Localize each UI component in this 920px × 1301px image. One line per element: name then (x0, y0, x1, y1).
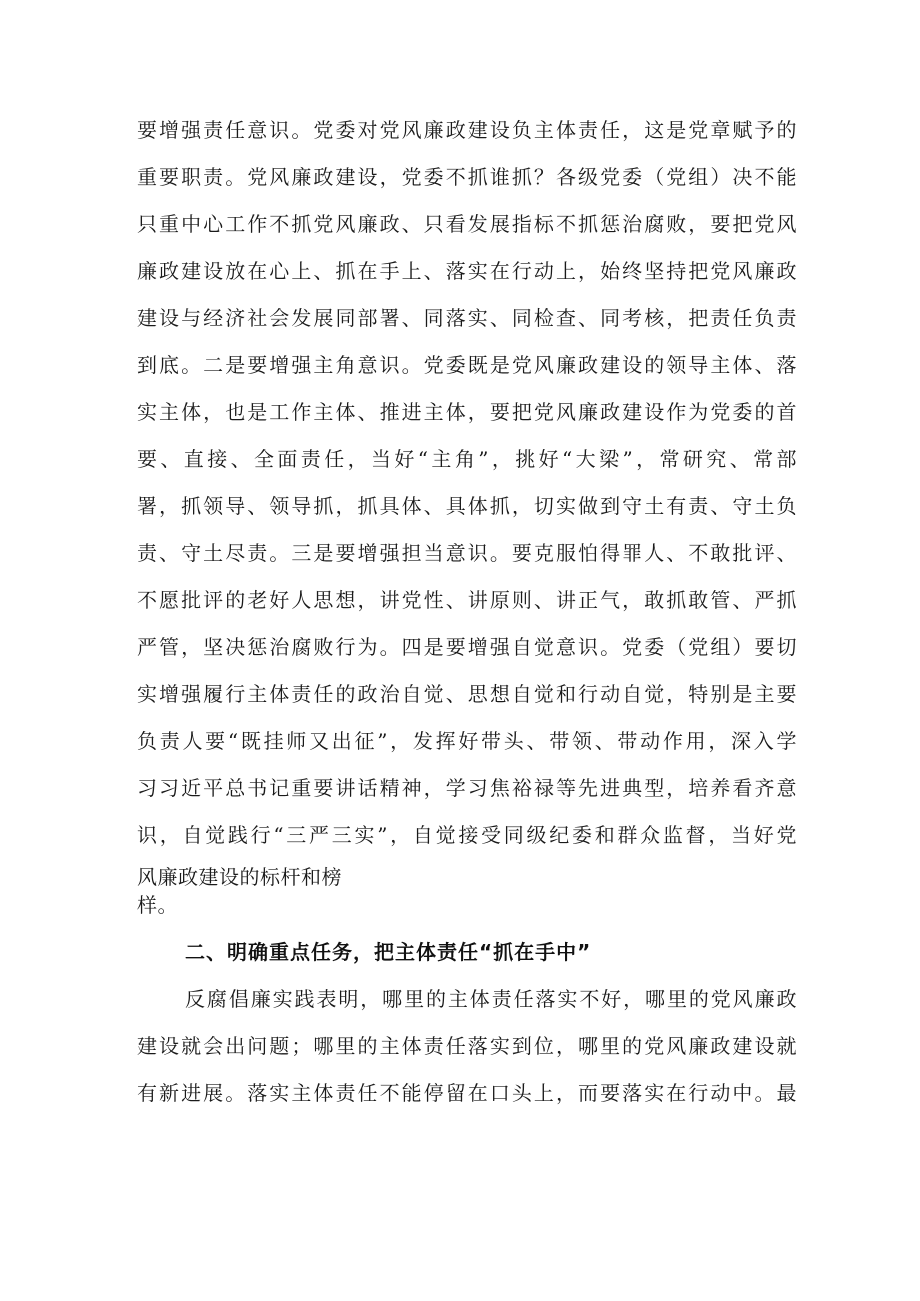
body-text-line: 实增强履行主体责任的政治自觉、思想自觉和行动自觉，特别是主要 (137, 682, 797, 706)
body-text-line: 负责人要“既挂师又出征”，发挥好带头、带领、带动作用，深入学 (137, 729, 797, 753)
body-text-line: 实主体，也是工作主体、推进主体，要把党风廉政建设作为党委的首 (137, 400, 797, 424)
body-text-line: 识，自觉践行“三严三实”，自觉接受同级纪委和群众监督，当好党 (137, 823, 797, 847)
body-text-line: 习习近平总书记重要讲话精神，学习焦裕禄等先进典型，培养看齐意 (137, 776, 797, 800)
body-text-line: 责、守土尽责。三是要增强担当意识。要克服怕得罪人、不敢批评、 (137, 541, 797, 565)
body-text-line: 有新进展。落实主体责任不能停留在口头上，而要落实在行动中。最 (137, 1081, 797, 1105)
body-text-line: 到底。二是要增强主角意识。党委既是党风廉政建设的领导主体、落 (137, 353, 797, 377)
body-text-line: 重要职责。党风廉政建设，党委不抓谁抓？各级党委（党组）决不能 (137, 165, 797, 189)
body-text-line: 严管，坚决惩治腐败行为。四是要增强自觉意识。党委（党组）要切 (137, 635, 797, 659)
body-text-line: 要、直接、全面责任，当好“主角”，挑好“大梁”，常研究、常部 (137, 447, 797, 471)
body-text-line: 建设就会出问题；哪里的主体责任落实到位，哪里的党风廉政建设就 (137, 1034, 797, 1058)
body-text-line: 署，抓领导、领导抓，抓具体、具体抓，切实做到守土有责、守土负 (137, 494, 797, 518)
body-text-line: 要增强责任意识。党委对党风廉政建设负主体责任，这是党章赋予的 (137, 118, 797, 142)
body-text-line: 建设与经济社会发展同部署、同落实、同检查、同考核，把责任负责 (137, 306, 797, 330)
section-heading: 二、明确重点任务，把主体责任“抓在手中” (185, 940, 592, 964)
body-text-line: 廉政建设放在心上、抓在手上、落实在行动上，始终坚持把党风廉政 (137, 259, 797, 283)
body-text-line: 反腐倡廉实践表明，哪里的主体责任落实不好，哪里的党风廉政 (185, 987, 797, 1011)
body-text-line: 只重中心工作不抓党风廉政、只看发展指标不抓惩治腐败，要把党风 (137, 212, 797, 236)
body-text-line: 风廉政建设的标杆和榜 (137, 865, 342, 889)
body-text-line: 不愿批评的老好人思想，讲党性、讲原则、讲正气，敢抓敢管、严抓 (137, 588, 797, 612)
body-text-line: 样。 (137, 893, 178, 917)
